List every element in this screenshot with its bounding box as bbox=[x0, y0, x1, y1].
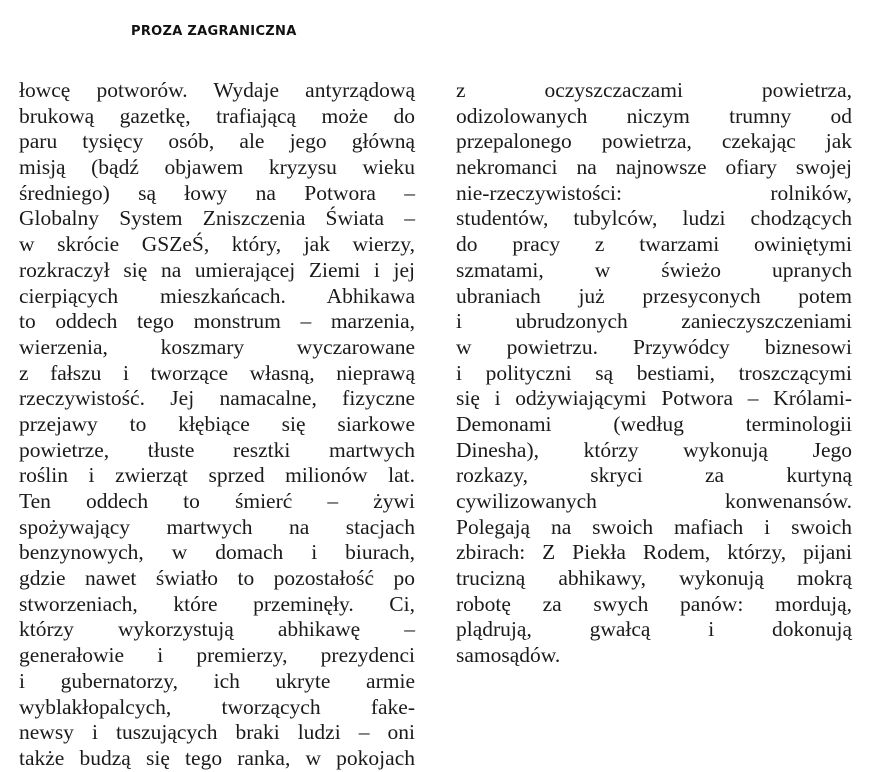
text-line: i ubrudzonych zanieczyszczeniami bbox=[456, 309, 852, 334]
text-line: wierzenia, koszmary wyczarowane bbox=[19, 334, 415, 359]
text-line: i polityczni są bestiami, troszczącymi bbox=[456, 360, 852, 385]
text-line: zbirach: Z Piekła Rodem, którzy, pijani bbox=[456, 540, 852, 565]
text-line: misją (bądź objawem kryzysu wieku bbox=[19, 155, 415, 180]
text-line: i gubernatorzy, ich ukryte armie bbox=[19, 668, 415, 693]
text-line: spożywający martwych na stacjach bbox=[19, 514, 415, 539]
text-line: nekromanci na najnowsze ofiary swojej bbox=[456, 155, 852, 180]
text-line: łowcę potworów. Wydaje antyrządową bbox=[19, 78, 415, 102]
text-line: w powietrzu. Przywódcy biznesowi bbox=[456, 334, 852, 359]
text-line: nie-rzeczywistości: rolników, bbox=[456, 180, 852, 205]
text-line: w skrócie GSZeŚ, który, jak wierzy, bbox=[19, 232, 415, 257]
text-line: powietrze, tłuste resztki martwych bbox=[19, 437, 415, 462]
text-line: Dinesha), którzy wykonują Jego bbox=[456, 437, 852, 462]
text-line: brukową gazetkę, trafiającą może do bbox=[19, 103, 415, 128]
text-line: odizolowanych niczym trumny od bbox=[456, 103, 852, 128]
text-line: średniego) są łowy na Potwora – bbox=[19, 180, 415, 205]
text-column-left bbox=[19, 78, 415, 772]
text-line: studentów, tubylców, ludzi chodzących bbox=[456, 206, 852, 231]
text-line: generałowie i premierzy, prezydenci bbox=[19, 643, 415, 668]
text-line: robotę za swych panów: mordują, bbox=[456, 591, 852, 616]
text-line: z fałszu i tworzące własną, nieprawą bbox=[19, 360, 415, 385]
text-line: z oczyszczaczami powietrza, bbox=[456, 78, 852, 102]
text-line: się i odżywiającymi Potwora – Królami- bbox=[456, 386, 852, 411]
text-line: rozkraczył się na umierającej Ziemi i jej bbox=[19, 257, 415, 282]
text-line: przejawy to kłębiące się siarkowe bbox=[19, 411, 415, 436]
text-line: Polegają na swoich mafiach i swoich bbox=[456, 514, 852, 539]
section-header: PROZA ZAGRANICZNA bbox=[131, 24, 297, 39]
text-line: Demonami (według terminologii bbox=[456, 411, 852, 436]
text-line: Ten oddech to śmierć – żywi bbox=[19, 489, 415, 513]
text-line: rozkazy, skryci za kurtyną bbox=[456, 463, 852, 488]
text-line: paru tysięcy osób, ale jego główną bbox=[19, 129, 415, 154]
text-line: przepalonego powietrza, czekając jak bbox=[456, 129, 852, 154]
text-line: newsy i tuszujących braki ludzi – oni bbox=[19, 720, 415, 745]
text-line: benzynowych, w domach i biurach, bbox=[19, 540, 415, 565]
text-line: Globalny System Zniszczenia Świata – bbox=[19, 206, 415, 231]
text-line: cierpiących mieszkańcach. Abhikawa bbox=[19, 283, 415, 308]
text-line: samosądów. bbox=[456, 643, 561, 668]
text-line: szmatami, w świeżo upranych bbox=[456, 257, 852, 282]
text-line: roślin i zwierząt sprzed milionów lat. bbox=[19, 463, 415, 488]
text-line: wyblakłopalcych, tworzących fake- bbox=[19, 694, 415, 719]
text-line: rzeczywistość. Jej namacalne, fizyczne bbox=[19, 386, 415, 411]
text-line: plądrują, gwałcą i dokonują bbox=[456, 617, 852, 642]
text-line: do pracy z twarzami owiniętymi bbox=[456, 232, 852, 257]
text-line: trucizną abhikawy, wykonują mokrą bbox=[456, 566, 852, 591]
text-line: którzy wykorzystują abhikawę – bbox=[19, 617, 415, 642]
text-line: także budzą się tego ranka, w pokojach bbox=[19, 745, 415, 770]
text-line: stworzeniach, które przeminęły. Ci, bbox=[19, 591, 415, 616]
text-line: cywilizowanych konwenansów. bbox=[456, 489, 852, 513]
text-line: gdzie nawet światło to pozostałość po bbox=[19, 566, 415, 591]
text-line: to oddech tego monstrum – marzenia, bbox=[19, 309, 415, 334]
text-column-right bbox=[456, 78, 852, 669]
text-line: ubraniach już przesyconych potem bbox=[456, 283, 852, 308]
